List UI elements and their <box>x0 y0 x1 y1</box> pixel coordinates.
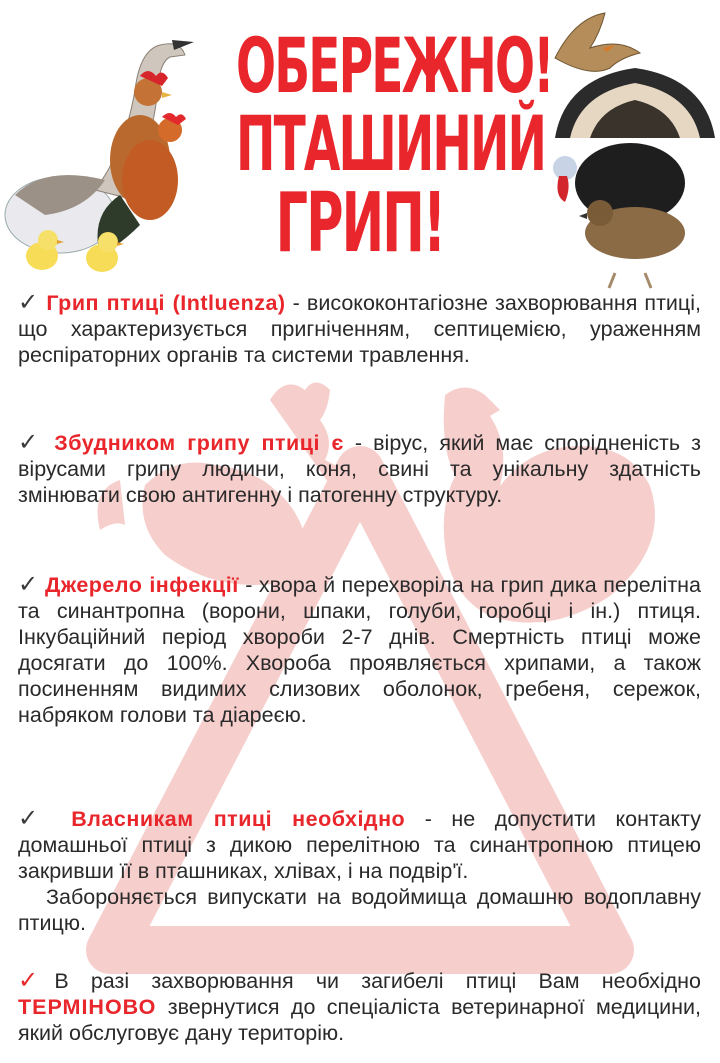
section-lead: Джерело інфекції <box>45 573 239 597</box>
turkey-icon <box>553 68 715 223</box>
quail-icon <box>579 200 685 288</box>
section-infection-source <box>18 572 701 728</box>
section-urgent-contact <box>18 968 701 1046</box>
poultry-right-illustration <box>535 8 720 290</box>
section-flu-definition <box>18 290 701 368</box>
section-lead: Власникам птиці необхідно <box>71 807 406 831</box>
section-pathogen <box>18 430 701 508</box>
section-body: - вірус, який має спорідненість з вірусами грипу людини, коня, свині та унікальну здатність змінювати свою антигенну і патогенну структуру. <box>18 431 701 507</box>
section-owner-requirements <box>18 806 701 936</box>
title-line-1: ОБЕРЕЖНО! <box>236 21 553 110</box>
bird-icon <box>555 13 640 71</box>
section-post: звернутися до спеціаліста ветеринарної медицини, який обслуговує дану територію. <box>18 995 701 1045</box>
checkmark-icon: ✓ <box>18 967 55 994</box>
section-body: - висококонтагіозне захворювання птиці, що характеризується пригніченням, септицемією, ураженням респіраторних органів та системи травлення. <box>18 291 701 367</box>
checkmark-icon: ✓ <box>18 805 52 832</box>
urgent-emphasis: ТЕРМІНОВО <box>18 995 157 1019</box>
title-line-3: ГРИП! <box>275 176 445 271</box>
checkmark-icon: ✓ <box>18 571 39 598</box>
checkmark-icon: ✓ <box>18 429 44 456</box>
section-lead: Грип птиці (Intluenza) <box>46 291 286 315</box>
section-lead: Збудником грипу птиці є <box>54 431 344 455</box>
section-body: - хвора й перехворіла на грип дика перелітна та синантропна (ворони, шпаки, голуби, горобці і ін.) птиця. Інкубаційний період хвороби 2-7 днів. Смертність птиці може досягати до 100%. Хвороба проявляється хрипами, а також посиненням видимих слизових оболонок, гребеня, сережок, набряком голови та діареєю. <box>18 573 701 727</box>
poultry-left-illustration <box>0 20 200 285</box>
section-body: - не допустити контакту домашньої птиці з дикою перелітною та синантропною птицею закривши її в пташниках, хлівах, і на подвір'ї. <box>18 807 701 883</box>
title-line-2: ПТАШИНИЙ <box>236 99 546 188</box>
checkmark-icon: ✓ <box>18 289 40 316</box>
section-pre: В разі захворювання чи загибелі птиці Вам необхідно <box>54 969 702 993</box>
section-prohibition: Забороняється випускати на водоймища домашню водоплавну птицю. <box>18 885 701 935</box>
